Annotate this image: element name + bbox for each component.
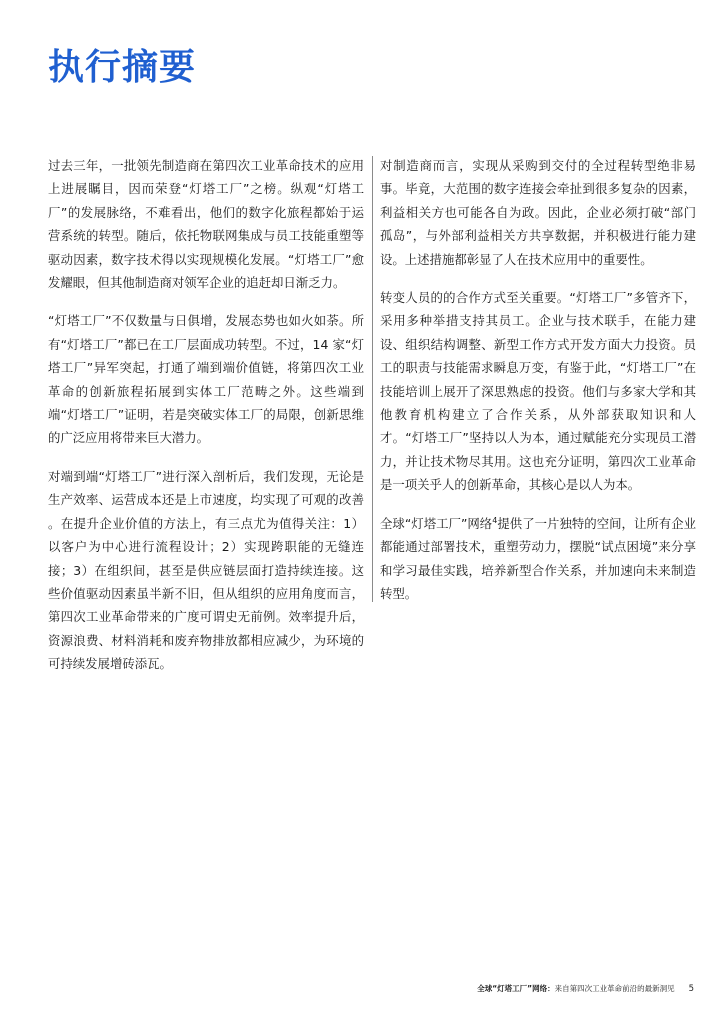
paragraph: 对制造商而言，实现从采购到交付的全过程转型绝非易事。毕竟，大范围的数字连接会牵扯到很多复杂的因素，利益相关方也可能各自为政。因此，企业必须打破“部门孤岛”，与外部利益相关方共享数据，并积极进行能力建设。上述措施都彰显了人在技术应用中的重要性。 — [380, 158, 696, 267]
page-number: 5 — [688, 984, 694, 994]
footnote-marker[interactable]: 4 — [492, 515, 498, 525]
left-column — [48, 154, 364, 676]
paragraph: 对端到端“灯塔工厂”进行深入剖析后，我们发现，无论是生产效率、运营成本还是上市速度，均实现了可观的改善 。在提升企业价值的方法上，有三点尤为值得关注：1）以客户为中心进行流程设计；2）实现跨职能的无缝连接；3）在组织间，甚至是供应链层面打造持续连接。这些价值驱动因素虽半新不旧，但从组织的应用角度而言，第四次工业革命带来的广度可谓史无前例。效率提升后，资源浪费、材料消耗和废弃物排放都相应减少，为环境的可持续发展增砖添瓦。 — [48, 468, 364, 672]
column-divider — [372, 156, 373, 602]
right-column — [380, 154, 696, 605]
paragraph: 转变人员的的合作方式至关重要。“灯塔工厂”多管齐下，采用多种举措支持其员工。企业与技术联手，在能力建设、组织结构调整、新型工作方式开发方面大力投资。员工的职责与技能需求瞬息万变，有鉴于此，“灯塔工厂”在技能培训上展开了深思熟虑的投资。他们与多家大学和其他教育机构建立了合作关系，从外部获取知识和人才。“灯塔工厂”坚持以人为本，通过赋能充分实现员工潜力，并让技术物尽其用。这也充分证明，第四次工业革命是一项关乎人的创新革命，其核心是以人为本。 — [380, 290, 696, 493]
page-title: 执行摘要 — [48, 47, 197, 88]
page-footer — [477, 983, 694, 995]
paragraph — [380, 512, 696, 606]
paragraph-text: 全球“灯塔工厂”网络 — [380, 515, 493, 531]
footer-subtitle: 来自第四次工业革命前沿的最新洞见 — [554, 984, 675, 993]
paragraph-text: 提供了一片独特的空间，让所有企业都能通过部署技术，重塑劳动力，摆脱“试点困境”来分享和学习最佳实践，培养新型合作关系，并加速向未来制造转型。 — [380, 515, 697, 601]
paragraph: 过去三年，一批领先制造商在第四次工业革命技术的应用上进展瞩目，因而荣登“灯塔工厂”之榜。纵观“灯塔工厂”的发展脉络，不难看出，他们的数字化旅程都始于运营系统的转型。随后，依托物联网集成与员工技能重塑等驱动因素，数字技术得以实现规模化发展。“灯塔工厂”愈发耀眼，但其他制造商对领军企业的追赶却日渐乏力。 — [48, 158, 364, 291]
footer-brand: 全球“灯塔工厂”网络： — [477, 984, 555, 993]
paragraph: “灯塔工厂”不仅数量与日俱增，发展态势也如火如荼。所有“灯塔工厂”都已在工厂层面成功转型。不过，14 家“灯塔工厂”异军突起，打通了端到端价值链，将第四次工业革命的创新旅程拓展到实体工厂范畴之外。这些端到端“灯塔工厂”证明，若是突破实体工厂的局限，创新思维的广泛应用将带来巨大潜力。 — [48, 313, 364, 446]
